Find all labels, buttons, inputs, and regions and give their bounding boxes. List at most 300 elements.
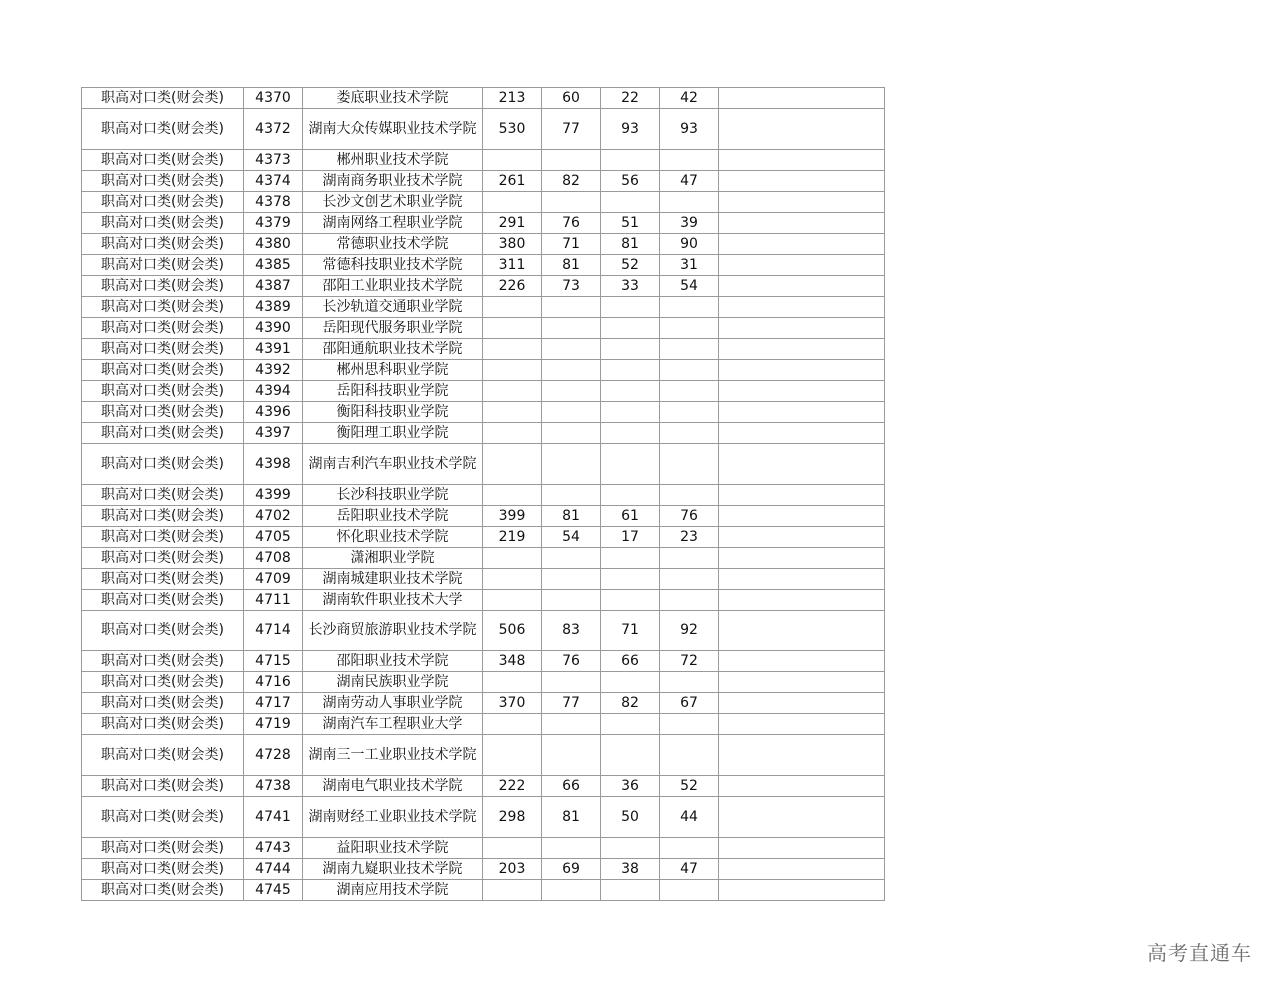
cell-school-code: 4374 (244, 170, 303, 191)
cell-value-2: 73 (542, 275, 601, 296)
cell-category: 职高对口类(财会类) (82, 547, 244, 568)
cell-value-2 (542, 380, 601, 401)
cell-value-1 (483, 191, 542, 212)
cell-value-4 (660, 422, 719, 443)
cell-category: 职高对口类(财会类) (82, 233, 244, 254)
cell-school-name: 邵阳职业技术学院 (303, 651, 483, 672)
cell-value-2 (542, 338, 601, 359)
cell-value-4 (660, 296, 719, 317)
cell-school-code: 4745 (244, 879, 303, 900)
table-row (82, 526, 885, 547)
table-row (82, 317, 885, 338)
cell-value-1 (483, 484, 542, 505)
cell-school-name: 常德科技职业技术学院 (303, 254, 483, 275)
table-row (82, 651, 885, 672)
cell-category: 职高对口类(财会类) (82, 170, 244, 191)
cell-value-3: 66 (601, 651, 660, 672)
cell-value-5 (719, 88, 885, 109)
cell-value-3 (601, 443, 660, 484)
cell-value-5 (719, 714, 885, 735)
cell-school-name: 郴州职业技术学院 (303, 149, 483, 170)
table-body (82, 88, 885, 901)
cell-value-1 (483, 589, 542, 610)
cell-category: 职高对口类(财会类) (82, 422, 244, 443)
cell-value-4 (660, 589, 719, 610)
cell-school-name: 湖南吉利汽车职业技术学院 (303, 443, 483, 484)
cell-value-4 (660, 484, 719, 505)
table-row (82, 714, 885, 735)
cell-value-5 (719, 254, 885, 275)
cell-value-4 (660, 714, 719, 735)
cell-school-code: 4372 (244, 109, 303, 150)
cell-value-3: 52 (601, 254, 660, 275)
cell-school-name: 湖南九嶷职业技术学院 (303, 858, 483, 879)
cell-value-1 (483, 296, 542, 317)
cell-value-5 (719, 693, 885, 714)
cell-value-4: 92 (660, 610, 719, 651)
cell-value-3 (601, 359, 660, 380)
cell-value-5 (719, 109, 885, 150)
table-row (82, 233, 885, 254)
cell-school-code: 4379 (244, 212, 303, 233)
cell-category: 职高对口类(财会类) (82, 505, 244, 526)
cell-value-1 (483, 837, 542, 858)
cell-value-1 (483, 672, 542, 693)
table-row (82, 275, 885, 296)
cell-category: 职高对口类(财会类) (82, 589, 244, 610)
cell-value-2: 81 (542, 797, 601, 838)
cell-school-code: 4741 (244, 797, 303, 838)
cell-value-3: 82 (601, 693, 660, 714)
cell-school-code: 4392 (244, 359, 303, 380)
cell-category: 职高对口类(财会类) (82, 149, 244, 170)
cell-value-5 (719, 484, 885, 505)
table-row (82, 109, 885, 150)
cell-school-name: 长沙轨道交通职业学院 (303, 296, 483, 317)
cell-value-2: 77 (542, 109, 601, 150)
cell-category: 职高对口类(财会类) (82, 693, 244, 714)
cell-value-3 (601, 296, 660, 317)
cell-value-3: 36 (601, 776, 660, 797)
cell-value-4: 23 (660, 526, 719, 547)
cell-school-code: 4398 (244, 443, 303, 484)
cell-value-2 (542, 422, 601, 443)
cell-category: 职高对口类(财会类) (82, 380, 244, 401)
cell-value-3 (601, 589, 660, 610)
cell-value-3 (601, 735, 660, 776)
cell-value-1 (483, 714, 542, 735)
cell-school-name: 湖南民族职业学院 (303, 672, 483, 693)
cell-category: 职高对口类(财会类) (82, 109, 244, 150)
cell-value-2 (542, 359, 601, 380)
cell-category: 职高对口类(财会类) (82, 837, 244, 858)
cell-value-2: 71 (542, 233, 601, 254)
cell-value-4: 47 (660, 858, 719, 879)
watermark-text: 高考直通车 (1147, 941, 1252, 965)
table-row (82, 589, 885, 610)
cell-value-2 (542, 547, 601, 568)
cell-value-3: 56 (601, 170, 660, 191)
cell-school-code: 4705 (244, 526, 303, 547)
cell-category: 职高对口类(财会类) (82, 797, 244, 838)
cell-value-5 (719, 317, 885, 338)
cell-category: 职高对口类(财会类) (82, 672, 244, 693)
cell-school-code: 4390 (244, 317, 303, 338)
cell-school-code: 4373 (244, 149, 303, 170)
cell-school-name: 怀化职业技术学院 (303, 526, 483, 547)
cell-category: 职高对口类(财会类) (82, 526, 244, 547)
cell-school-name: 衡阳理工职业学院 (303, 422, 483, 443)
cell-school-code: 4387 (244, 275, 303, 296)
cell-category: 职高对口类(财会类) (82, 275, 244, 296)
cell-category: 职高对口类(财会类) (82, 212, 244, 233)
table-row (82, 212, 885, 233)
cell-school-name: 湖南劳动人事职业学院 (303, 693, 483, 714)
cell-value-4 (660, 568, 719, 589)
cell-value-5 (719, 879, 885, 900)
cell-value-4: 72 (660, 651, 719, 672)
table-row (82, 191, 885, 212)
cell-value-3 (601, 672, 660, 693)
cell-value-1 (483, 547, 542, 568)
cell-value-2: 69 (542, 858, 601, 879)
cell-school-code: 4711 (244, 589, 303, 610)
cell-value-1: 226 (483, 275, 542, 296)
cell-school-code: 4719 (244, 714, 303, 735)
cell-value-3 (601, 317, 660, 338)
table-row (82, 505, 885, 526)
cell-school-name: 益阳职业技术学院 (303, 837, 483, 858)
cell-school-code: 4394 (244, 380, 303, 401)
cell-value-4 (660, 380, 719, 401)
cell-value-3 (601, 837, 660, 858)
cell-school-name: 湖南财经工业职业技术学院 (303, 797, 483, 838)
cell-school-code: 4709 (244, 568, 303, 589)
cell-school-name: 衡阳科技职业学院 (303, 401, 483, 422)
cell-category: 职高对口类(财会类) (82, 714, 244, 735)
table-row (82, 254, 885, 275)
cell-category: 职高对口类(财会类) (82, 858, 244, 879)
table-row (82, 422, 885, 443)
cell-value-4 (660, 879, 719, 900)
cell-school-name: 岳阳科技职业学院 (303, 380, 483, 401)
cell-value-2 (542, 401, 601, 422)
cell-value-2 (542, 589, 601, 610)
cell-value-2 (542, 191, 601, 212)
cell-school-code: 4396 (244, 401, 303, 422)
cell-value-3: 71 (601, 610, 660, 651)
cell-school-name: 湖南商务职业技术学院 (303, 170, 483, 191)
cell-value-5 (719, 275, 885, 296)
table-row (82, 797, 885, 838)
cell-value-4: 31 (660, 254, 719, 275)
cell-value-3: 51 (601, 212, 660, 233)
cell-school-code: 4380 (244, 233, 303, 254)
cell-school-code: 4378 (244, 191, 303, 212)
cell-value-2: 82 (542, 170, 601, 191)
cell-category: 职高对口类(财会类) (82, 296, 244, 317)
table-row (82, 837, 885, 858)
cell-value-1 (483, 568, 542, 589)
cell-value-3: 50 (601, 797, 660, 838)
table-row (82, 858, 885, 879)
cell-value-5 (719, 212, 885, 233)
cell-value-1 (483, 380, 542, 401)
cell-value-2: 81 (542, 505, 601, 526)
cell-value-1 (483, 338, 542, 359)
cell-school-code: 4702 (244, 505, 303, 526)
cell-value-3 (601, 380, 660, 401)
cell-value-5 (719, 443, 885, 484)
table-row (82, 170, 885, 191)
cell-value-1 (483, 879, 542, 900)
cell-value-5 (719, 170, 885, 191)
table-row (82, 735, 885, 776)
cell-value-5 (719, 547, 885, 568)
cell-value-5 (719, 735, 885, 776)
cell-school-code: 4715 (244, 651, 303, 672)
cell-school-name: 娄底职业技术学院 (303, 88, 483, 109)
cell-category: 职高对口类(财会类) (82, 776, 244, 797)
cell-value-1: 506 (483, 610, 542, 651)
cell-school-code: 4728 (244, 735, 303, 776)
cell-value-5 (719, 776, 885, 797)
cell-school-code: 4399 (244, 484, 303, 505)
table-row (82, 484, 885, 505)
cell-school-code: 4370 (244, 88, 303, 109)
cell-category: 职高对口类(财会类) (82, 568, 244, 589)
cell-value-3 (601, 547, 660, 568)
cell-value-4: 52 (660, 776, 719, 797)
cell-school-code: 4717 (244, 693, 303, 714)
cell-value-2 (542, 879, 601, 900)
cell-value-1: 261 (483, 170, 542, 191)
cell-value-3 (601, 149, 660, 170)
cell-school-code: 4714 (244, 610, 303, 651)
cell-value-1 (483, 401, 542, 422)
cell-value-4: 44 (660, 797, 719, 838)
cell-school-name: 湖南大众传媒职业技术学院 (303, 109, 483, 150)
cell-value-1: 298 (483, 797, 542, 838)
cell-value-1: 219 (483, 526, 542, 547)
cell-value-1: 380 (483, 233, 542, 254)
cell-value-2: 66 (542, 776, 601, 797)
cell-school-code: 4738 (244, 776, 303, 797)
cell-school-name: 长沙科技职业学院 (303, 484, 483, 505)
cell-value-4 (660, 317, 719, 338)
cell-value-2 (542, 714, 601, 735)
cell-value-5 (719, 589, 885, 610)
cell-value-4 (660, 837, 719, 858)
cell-school-name: 岳阳职业技术学院 (303, 505, 483, 526)
cell-value-2: 81 (542, 254, 601, 275)
cell-value-5 (719, 338, 885, 359)
cell-value-5 (719, 296, 885, 317)
table-row (82, 380, 885, 401)
cell-value-5 (719, 672, 885, 693)
cell-value-5 (719, 380, 885, 401)
cell-value-3 (601, 191, 660, 212)
cell-value-1: 222 (483, 776, 542, 797)
cell-value-3 (601, 879, 660, 900)
cell-category: 职高对口类(财会类) (82, 735, 244, 776)
cell-category: 职高对口类(财会类) (82, 88, 244, 109)
cell-school-name: 湖南电气职业技术学院 (303, 776, 483, 797)
cell-value-4: 76 (660, 505, 719, 526)
cell-value-4 (660, 735, 719, 776)
cell-value-3: 33 (601, 275, 660, 296)
cell-value-3: 22 (601, 88, 660, 109)
cell-school-name: 湖南网络工程职业学院 (303, 212, 483, 233)
cell-value-2: 60 (542, 88, 601, 109)
table-row (82, 338, 885, 359)
cell-value-1 (483, 422, 542, 443)
cell-value-4 (660, 547, 719, 568)
table-row (82, 401, 885, 422)
cell-value-5 (719, 401, 885, 422)
cell-category: 职高对口类(财会类) (82, 359, 244, 380)
cell-value-2 (542, 672, 601, 693)
cell-value-5 (719, 797, 885, 838)
cell-category: 职高对口类(财会类) (82, 317, 244, 338)
table-row (82, 776, 885, 797)
cell-value-2 (542, 568, 601, 589)
cell-value-5 (719, 651, 885, 672)
cell-value-3 (601, 484, 660, 505)
cell-value-5 (719, 191, 885, 212)
cell-value-2: 76 (542, 651, 601, 672)
cell-value-1: 213 (483, 88, 542, 109)
cell-value-2 (542, 837, 601, 858)
cell-value-4 (660, 191, 719, 212)
cell-value-3: 17 (601, 526, 660, 547)
table-row (82, 610, 885, 651)
cell-value-3: 93 (601, 109, 660, 150)
cell-value-1: 370 (483, 693, 542, 714)
cell-value-1: 348 (483, 651, 542, 672)
cell-category: 职高对口类(财会类) (82, 191, 244, 212)
cell-value-4: 54 (660, 275, 719, 296)
admission-score-table (81, 87, 885, 901)
cell-value-5 (719, 837, 885, 858)
cell-school-code: 4391 (244, 338, 303, 359)
cell-value-3 (601, 422, 660, 443)
cell-school-code: 4716 (244, 672, 303, 693)
cell-value-5 (719, 610, 885, 651)
cell-category: 职高对口类(财会类) (82, 651, 244, 672)
cell-school-code: 4708 (244, 547, 303, 568)
cell-value-1 (483, 735, 542, 776)
cell-value-4: 90 (660, 233, 719, 254)
cell-school-name: 湖南三一工业职业技术学院 (303, 735, 483, 776)
cell-school-code: 4397 (244, 422, 303, 443)
cell-school-code: 4385 (244, 254, 303, 275)
table-row (82, 879, 885, 900)
table-row (82, 693, 885, 714)
cell-value-2: 77 (542, 693, 601, 714)
cell-value-1 (483, 359, 542, 380)
cell-value-1: 203 (483, 858, 542, 879)
table-row (82, 296, 885, 317)
cell-value-4 (660, 401, 719, 422)
table-row (82, 672, 885, 693)
cell-school-code: 4744 (244, 858, 303, 879)
cell-value-3 (601, 338, 660, 359)
cell-value-5 (719, 858, 885, 879)
cell-value-5 (719, 359, 885, 380)
cell-value-3 (601, 714, 660, 735)
cell-value-5 (719, 526, 885, 547)
table-row (82, 547, 885, 568)
cell-school-name: 湖南城建职业技术学院 (303, 568, 483, 589)
cell-value-1 (483, 149, 542, 170)
cell-school-name: 常德职业技术学院 (303, 233, 483, 254)
cell-value-5 (719, 568, 885, 589)
cell-value-4: 67 (660, 693, 719, 714)
cell-value-2: 76 (542, 212, 601, 233)
cell-school-name: 长沙商贸旅游职业技术学院 (303, 610, 483, 651)
cell-value-2 (542, 484, 601, 505)
cell-value-4 (660, 359, 719, 380)
cell-value-5 (719, 505, 885, 526)
cell-value-1: 399 (483, 505, 542, 526)
cell-school-code: 4389 (244, 296, 303, 317)
cell-category: 职高对口类(财会类) (82, 254, 244, 275)
table-row (82, 149, 885, 170)
cell-school-code: 4743 (244, 837, 303, 858)
cell-category: 职高对口类(财会类) (82, 484, 244, 505)
cell-category: 职高对口类(财会类) (82, 610, 244, 651)
cell-value-1: 311 (483, 254, 542, 275)
cell-value-4 (660, 149, 719, 170)
cell-value-3: 38 (601, 858, 660, 879)
cell-value-4 (660, 672, 719, 693)
cell-value-2 (542, 317, 601, 338)
cell-value-5 (719, 149, 885, 170)
cell-value-2 (542, 443, 601, 484)
cell-school-name: 潇湘职业学院 (303, 547, 483, 568)
cell-value-2 (542, 296, 601, 317)
table-row (82, 359, 885, 380)
cell-school-name: 邵阳通航职业技术学院 (303, 338, 483, 359)
cell-school-name: 湖南软件职业技术大学 (303, 589, 483, 610)
cell-school-name: 湖南应用技术学院 (303, 879, 483, 900)
cell-value-4: 93 (660, 109, 719, 150)
cell-value-2: 54 (542, 526, 601, 547)
cell-value-1: 291 (483, 212, 542, 233)
cell-school-name: 湖南汽车工程职业大学 (303, 714, 483, 735)
cell-value-5 (719, 233, 885, 254)
cell-value-3: 61 (601, 505, 660, 526)
cell-value-3 (601, 568, 660, 589)
table-row (82, 568, 885, 589)
cell-category: 职高对口类(财会类) (82, 879, 244, 900)
cell-category: 职高对口类(财会类) (82, 401, 244, 422)
cell-value-5 (719, 422, 885, 443)
cell-school-name: 长沙文创艺术职业学院 (303, 191, 483, 212)
cell-value-2 (542, 149, 601, 170)
cell-category: 职高对口类(财会类) (82, 338, 244, 359)
cell-value-1: 530 (483, 109, 542, 150)
cell-value-1 (483, 317, 542, 338)
cell-school-name: 邵阳工业职业技术学院 (303, 275, 483, 296)
cell-value-4 (660, 443, 719, 484)
cell-value-4 (660, 338, 719, 359)
cell-value-3: 81 (601, 233, 660, 254)
cell-category: 职高对口类(财会类) (82, 443, 244, 484)
cell-value-4: 39 (660, 212, 719, 233)
cell-school-name: 岳阳现代服务职业学院 (303, 317, 483, 338)
